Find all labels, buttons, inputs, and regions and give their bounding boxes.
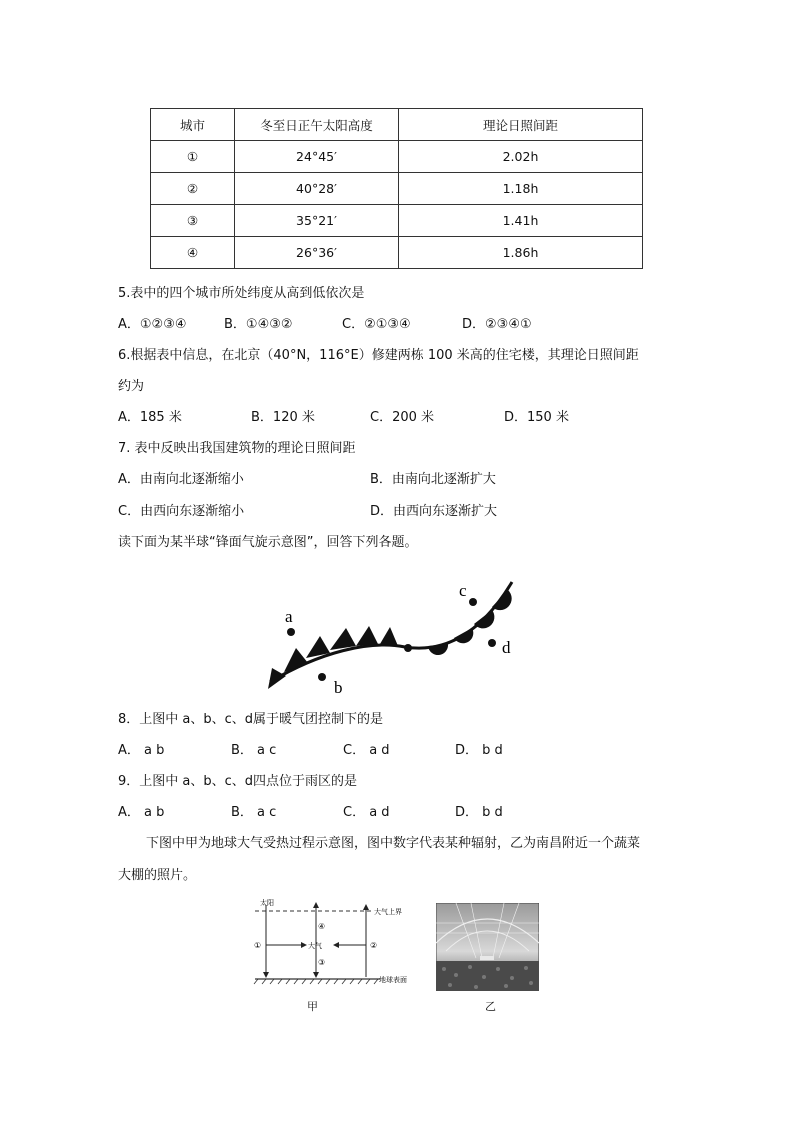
table-header: 冬至日正午太阳高度	[235, 109, 399, 141]
question-9-stem: 9．上图中 a、b、c、d四点位于雨区的是	[118, 774, 358, 789]
q7-option-d: D．由西向东逐渐扩大	[370, 504, 498, 519]
point-a-label: a	[285, 607, 293, 626]
q6-option-c: C．200 米	[370, 410, 435, 425]
greenhouse-photo	[436, 903, 539, 991]
table-cell: 24°45′	[235, 141, 399, 173]
table-cell: 1.41h	[399, 205, 643, 237]
q6-option-d: D．150 米	[504, 410, 569, 425]
atmosphere-heating-diagram	[250, 893, 425, 985]
warm-front-semicircle	[404, 644, 412, 652]
front-intro: 读下面为某半球“锋面气旋示意图”，回答下列各题。	[118, 535, 418, 550]
q7-option-a: A．由南向北逐渐缩小	[118, 472, 244, 487]
radiation-1-label: ①	[254, 941, 262, 950]
diagram-caption-b: 乙	[485, 1000, 496, 1013]
q8-option-c: C． a d	[343, 743, 390, 758]
q6-option-a: A．185 米	[118, 410, 182, 425]
q9-option-a: A． a b	[118, 805, 165, 820]
cold-front-triangle	[268, 668, 286, 689]
point-b-label: b	[334, 678, 343, 697]
q9-option-d: D． b d	[455, 805, 503, 820]
radiation-2-label: ②	[370, 941, 378, 950]
q6-option-b: B．120 米	[251, 410, 315, 425]
table-row	[151, 237, 643, 269]
table-cell: ④	[151, 237, 235, 269]
frontal-cyclone-diagram	[260, 572, 530, 702]
table-cell: 35°21′	[235, 205, 399, 237]
table-header-row	[151, 109, 643, 141]
table-cell: 26°36′	[235, 237, 399, 269]
q7-option-b: B．由南向北逐渐扩大	[370, 472, 496, 487]
point-d-dot	[488, 639, 496, 647]
table-cell: ①	[151, 141, 235, 173]
point-b-dot	[318, 673, 326, 681]
question-6-stem: 6.根据表中信息，在北京（40°N，116°E）修建两栋 100 米高的住宅楼，其理论日照间距	[118, 348, 639, 363]
sun-label: 太阳	[260, 899, 274, 907]
table-cell: 40°28′	[235, 173, 399, 205]
q9-option-c: C． a d	[343, 805, 390, 820]
question-7-stem: 7. 表中反映出我国建筑物的理论日照间距	[118, 441, 356, 456]
surface-label: 地球表面	[379, 976, 407, 984]
cold-front-triangle	[380, 627, 398, 646]
table-header: 城市	[151, 109, 235, 141]
atmosphere-label: 大气	[308, 942, 322, 950]
q5-option-d: D．②③④①	[462, 317, 532, 332]
table-cell: 2.02h	[399, 141, 643, 173]
warm-front-semicircle	[492, 590, 512, 610]
heat-intro-cont: 大棚的照片。	[118, 868, 197, 883]
q5-option-a: A．①②③④	[118, 317, 187, 332]
heat-intro: 下图中甲为地球大气受热过程示意图，图中数字代表某种辐射，乙为南昌附近一个蔬菜	[146, 836, 641, 851]
sunshine-table	[150, 108, 643, 269]
point-d-label: d	[502, 638, 511, 657]
warm-front-semicircle	[428, 644, 448, 655]
point-c-label: c	[459, 581, 467, 600]
table-row	[151, 205, 643, 237]
q8-option-b: B． a c	[231, 743, 277, 758]
q5-option-b: B．①④③②	[224, 317, 293, 332]
table-row	[151, 141, 643, 173]
q5-option-c: C．②①③④	[342, 317, 411, 332]
warm-front-semicircle	[474, 610, 494, 628]
table-row	[151, 173, 643, 205]
ground-hatching	[254, 979, 378, 984]
upper-boundary-label: 大气上界	[374, 908, 402, 916]
question-5-stem: 5.表中的四个城市所处纬度从高到低依次是	[118, 286, 365, 301]
radiation-3-label: ③	[318, 958, 326, 967]
table-cell: ③	[151, 205, 235, 237]
question-6-stem-cont: 约为	[118, 379, 145, 394]
diagram-caption-a: 甲	[307, 1000, 318, 1013]
cold-front-triangle	[330, 628, 356, 650]
table-cell: ②	[151, 173, 235, 205]
q8-option-d: D． b d	[455, 743, 503, 758]
question-8-stem: 8．上图中 a、b、c、d属于暖气团控制下的是	[118, 712, 384, 727]
table-cell: 1.86h	[399, 237, 643, 269]
cold-front-triangle	[356, 626, 378, 646]
q7-option-c: C．由西向东逐渐缩小	[118, 504, 245, 519]
point-c-dot	[469, 598, 477, 606]
table-cell: 1.18h	[399, 173, 643, 205]
table-header: 理论日照间距	[399, 109, 643, 141]
point-a-dot	[287, 628, 295, 636]
q9-option-b: B． a c	[231, 805, 277, 820]
q8-option-a: A． a b	[118, 743, 165, 758]
warm-front-semicircle	[454, 628, 473, 643]
radiation-4-label: ④	[318, 922, 326, 931]
